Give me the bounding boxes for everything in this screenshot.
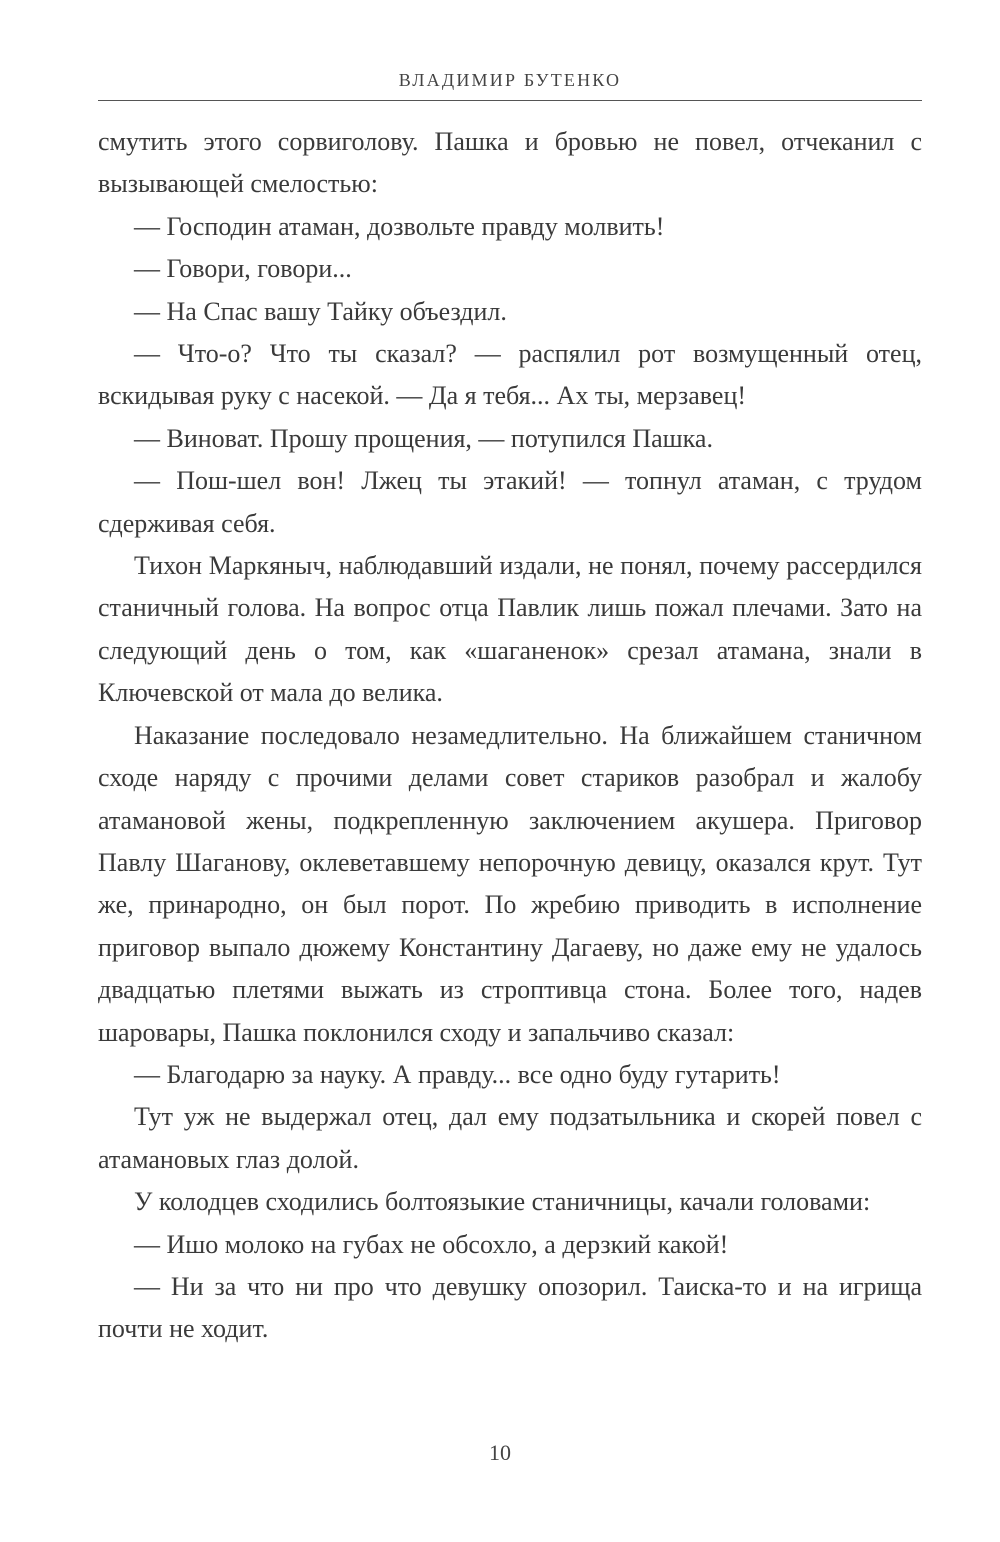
paragraph: Тут уж не выдержал отец, дал ему подзатыльника и скорей повел с атамановых глаз долой.	[98, 1102, 922, 1174]
paragraph: — Виноват. Прошу прощения, — потупился Пашка.	[134, 423, 713, 453]
paragraph: — Что-о? Что ты сказал? — распялил рот возмущенный отец, вскидывая руку с насекой. — Да я тебя... Ах ты, мерзавец!	[98, 339, 922, 411]
paragraph: — Благодарю за науку. А правду... все одно буду гутарить!	[134, 1059, 781, 1089]
paragraph: — Господин атаман, дозвольте правду молвить!	[134, 211, 665, 241]
paragraph: — Говори, говори...	[134, 254, 352, 284]
body-text	[98, 121, 922, 1351]
paragraph: — Пош-шел вон! Лжец ты этакий! — топнул атаман, с трудом сдерживая себя.	[98, 466, 922, 538]
paragraph: — На Спас вашу Тайку объездил.	[134, 296, 507, 326]
paragraph: смутить этого сорвиголову. Пашка и бровью не повел, отчеканил с вызывающей смелостью:	[98, 127, 922, 199]
paragraph: — Ни за что ни про что девушку опозорил. Таиска-то и на игрища почти не ходит.	[98, 1271, 922, 1344]
paragraph: — Ишо молоко на губах не обсохло, а дерзкий какой!	[134, 1229, 729, 1259]
header-rule	[98, 100, 922, 101]
paragraph: Наказание последовало незамедлительно. На ближайшем станичном сходе наряду с прочими делами совет стариков разобрал и жалобу атамановой жены, подкрепленную заключением акушера. Приговор Павлу Шаганову, оклеветавшему непорочную девицу, оказался крут. Тут же, принародно, он был порот. По жребию приводить в исполнение приговор выпало дюжему Константину Дагаеву, но даже ему не удалось двадцатью плетями выжать из строптивца стона. Более того, надев шаровары, Пашка поклонился сходу и запальчиво сказал:	[98, 720, 922, 1047]
paragraph: Тихон Маркяныч, наблюдавший издали, не понял, почему рассердился станичный голова. На вопрос отца Павлик лишь пожал плечами. Зато на следующий день о том, как «шаганенок» срезал атамана, знали в Ключевской от мала до велика.	[98, 551, 922, 708]
paragraph: У колодцев сходились болтоязыкие станичницы, качали головами:	[134, 1187, 871, 1217]
running-head-author: ВЛАДИМИР БУТЕНКО	[398, 70, 622, 90]
page-number: 10	[489, 1440, 511, 1465]
